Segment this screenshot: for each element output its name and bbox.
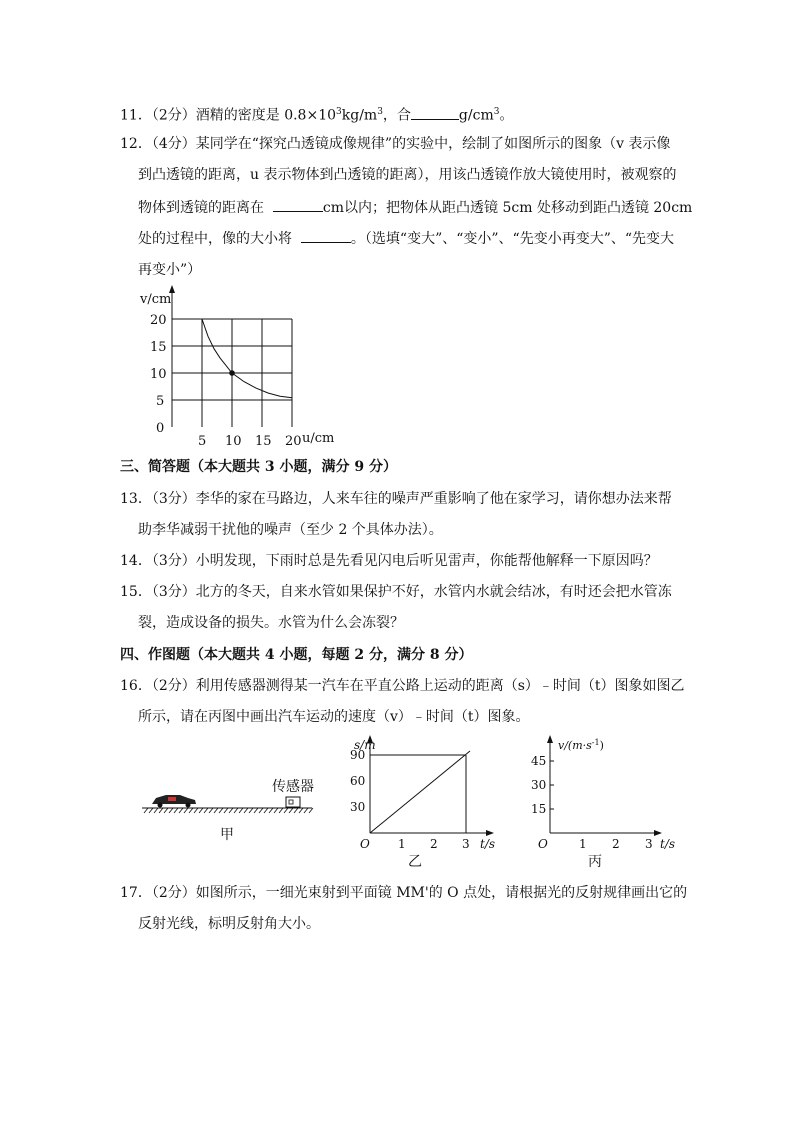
road-hatch-mark <box>179 808 183 813</box>
q17-score: （2分） <box>151 885 196 901</box>
section4-title: 四、作图题（本大题共 4 小题，每题 2 分，满分 8 分） <box>120 647 473 663</box>
st-x-tick-label: 3 <box>462 837 470 851</box>
q11-number: 11． <box>120 107 152 124</box>
st-data-line <box>370 751 470 833</box>
st-y-tick-label: 30 <box>350 800 366 814</box>
sensor-icon <box>286 797 300 807</box>
q16-number: 16． <box>120 678 152 694</box>
q16-text: 利用传感器测得某一汽车在平直公路上运动的距离（s）﹣时间（t）图象如图乙 <box>195 678 685 694</box>
vt-x-tick-label: 2 <box>612 837 620 851</box>
q11-text: kg/m <box>341 107 378 124</box>
road-hatch-mark <box>264 808 268 813</box>
st-x-arrow <box>486 830 494 836</box>
road-hatch-mark <box>169 808 173 813</box>
uv-x-tick-label: 15 <box>255 434 272 449</box>
q13-text: 李华的家在马路边，人来车往的噪声严重影响了他在家学习，请你想办法来帮 <box>195 491 672 507</box>
q11-text: 酒精的密度是 0.8×10 <box>195 107 337 124</box>
vt-ylabel <box>558 738 604 752</box>
uv-y-tick-label: 10 <box>150 367 167 382</box>
uv-marked-point <box>229 370 235 376</box>
q12-line-2: 到凸透镜的距离，u 表示物体到凸透镜的距离），用该凸透镜作放大镜使用时，被观察的 <box>138 167 677 183</box>
st-y-tick-label: 60 <box>350 774 366 788</box>
vt-y-arrow <box>547 735 553 743</box>
q12-line-3 <box>138 197 692 218</box>
q15-score: （3分） <box>151 584 196 600</box>
q14-number: 14． <box>120 553 152 569</box>
road-hatch-mark <box>244 808 248 813</box>
q13-score: （3分） <box>151 491 196 507</box>
q14-line-1 <box>120 551 658 571</box>
road-hatch-mark <box>274 808 278 813</box>
q12-text: 。（选填“变大”、“变小”、“先变小再变大”、“先变大 <box>350 231 675 247</box>
q15-text: 北方的冬天，自来水管如果保护不好，水管内水就会结冰，有时还会把水管冻 <box>195 584 672 600</box>
q12-score: （4分） <box>151 136 196 152</box>
q16-line-1 <box>120 676 685 696</box>
vt-ylabel-end: ) <box>599 739 604 752</box>
q11-answer-blank[interactable] <box>411 105 459 120</box>
uv-ylabel: v/cm <box>140 292 172 307</box>
road-hatch-mark <box>224 808 228 813</box>
road-hatch-mark <box>184 808 188 813</box>
q15-number: 15． <box>120 584 152 600</box>
uv-x-tick-label: 20 <box>285 434 302 449</box>
q11-score: （2分） <box>151 107 196 124</box>
st-x-tick-label: 2 <box>430 837 438 851</box>
q13-line-2: 助李华减弱干扰他的噪声（至少 2 个具体办法）。 <box>138 522 443 538</box>
road-hatch-mark <box>154 808 158 813</box>
road-hatch-mark <box>159 808 163 813</box>
uv-y-tick-label: 5 <box>156 394 165 409</box>
road-hatch-mark <box>289 808 293 813</box>
road-hatch-mark <box>249 808 253 813</box>
vt-x-tick-label: 1 <box>579 837 587 851</box>
road-hatch-mark <box>309 808 313 813</box>
road-hatch-mark <box>299 808 303 813</box>
road-hatch-mark <box>229 808 233 813</box>
q17-number: 17． <box>120 885 152 901</box>
road-hatch-mark <box>254 808 258 813</box>
road-hatch-mark <box>144 808 148 813</box>
section3-title: 三、简答题（本大题共 3 小题，满分 9 分） <box>120 459 397 475</box>
uv-graph <box>130 285 340 449</box>
fig-jia-caption: 甲 <box>220 827 234 843</box>
q11-sup: 3 <box>493 107 500 117</box>
uv-ticks <box>150 313 302 449</box>
car-icon <box>152 795 196 808</box>
road-hatch-mark <box>214 808 218 813</box>
st-ticks <box>350 748 470 851</box>
vt-x-arrow <box>654 830 662 836</box>
road-hatch-mark <box>259 808 263 813</box>
road-hatch-mark <box>284 808 288 813</box>
q12-line-1 <box>120 134 670 154</box>
uv-y-tick-label: 0 <box>156 421 165 436</box>
road-hatch-mark <box>174 808 178 813</box>
uv-y-tick-label: 20 <box>150 313 167 328</box>
road-hatch-mark <box>149 808 153 813</box>
q13-number: 13． <box>120 491 152 507</box>
road-hatch-mark <box>204 808 208 813</box>
q11-text: 。 <box>499 107 514 124</box>
road-hatch-mark <box>189 808 193 813</box>
q15-line-1 <box>120 582 672 602</box>
q13-line-1 <box>120 489 672 509</box>
q12-text: 物体到透镜的距离在 <box>138 200 264 216</box>
vt-ylabel-sup: -1 <box>591 738 600 747</box>
vt-y-tick-label: 45 <box>531 754 547 768</box>
q17-text: 如图所示，一细光束射到平面镜 MM'的 O 点处，请根据光的反射规律画出它的 <box>195 885 688 901</box>
uv-curve <box>202 319 292 398</box>
q16-score: （2分） <box>151 678 196 694</box>
q14-text: 小明发现，下雨时总是先看见闪电后听见雷声，你能帮他解释一下原因吗？ <box>195 553 658 569</box>
q11-text: g/cm <box>458 107 494 124</box>
vt-y-tick-label: 15 <box>531 802 547 816</box>
sensor-label: 传感器 <box>272 779 314 795</box>
road-hatch-mark <box>304 808 308 813</box>
fig-bing-caption: 丙 <box>588 854 602 870</box>
uv-x-tick-label: 5 <box>198 434 207 449</box>
q17-line-1 <box>120 883 687 903</box>
st-graph <box>340 735 500 870</box>
st-x-tick-label: 1 <box>398 837 406 851</box>
st-y-tick-label: 90 <box>350 748 366 762</box>
st-origin: O <box>360 837 370 851</box>
vt-ylabel-main: v/(m·s <box>558 739 592 752</box>
q12-answer-blank-1[interactable] <box>273 197 323 212</box>
road-hatching <box>144 808 313 813</box>
uv-xlabel: u/cm <box>302 431 335 446</box>
road-hatch-mark <box>219 808 223 813</box>
road-hatch-mark <box>194 808 198 813</box>
vt-x-tick-label: 3 <box>645 837 653 851</box>
fig-yi-caption: 乙 <box>408 854 422 870</box>
vt-y-tick-label: 30 <box>531 778 547 792</box>
q12-text: cm以内；把物体从距凸透镜 5cm 处移动到距凸透镜 20cm <box>322 200 693 216</box>
st-ylabel: s/m <box>354 738 376 752</box>
q12-line-5: 再变小”） <box>138 262 202 278</box>
uv-y-tick-label: 15 <box>150 340 167 355</box>
road-hatch-mark <box>234 808 238 813</box>
road-hatch-mark <box>269 808 273 813</box>
road-hatch-mark <box>209 808 213 813</box>
road-hatch-mark <box>164 808 168 813</box>
q12-text: 处的过程中，像的大小将 <box>138 231 292 247</box>
vt-origin: O <box>538 837 548 851</box>
road-hatch-mark <box>294 808 298 813</box>
q11-text: ，合 <box>382 107 411 124</box>
q15-line-2: 裂，造成设备的损失。水管为什么会冻裂？ <box>138 615 404 631</box>
q14-score: （3分） <box>151 553 196 569</box>
q11-line <box>120 102 513 126</box>
vt-xlabel: t/s <box>660 837 676 851</box>
q17-line-2: 反射光线，标明反射角大小。 <box>138 916 320 932</box>
road-hatch-mark <box>279 808 283 813</box>
vt-ticks <box>531 754 653 851</box>
road-hatch-mark <box>239 808 243 813</box>
uv-x-tick-label: 10 <box>225 434 242 449</box>
vt-graph <box>530 735 690 870</box>
q11-sup: 3 <box>377 107 383 117</box>
q11-sup: 3 <box>336 107 342 117</box>
st-xlabel: t/s <box>480 837 496 851</box>
q12-number: 12． <box>120 136 152 152</box>
q12-answer-blank-2[interactable] <box>301 228 351 243</box>
q16-line-2: 所示，请在丙图中画出汽车运动的速度（v）﹣时间（t）图象。 <box>138 709 530 725</box>
road-hatch-mark <box>199 808 203 813</box>
q12-text: 某同学在“探究凸透镜成像规律”的实验中，绘制了如图所示的图象（v 表示像 <box>195 136 671 152</box>
q12-line-4 <box>138 228 674 249</box>
